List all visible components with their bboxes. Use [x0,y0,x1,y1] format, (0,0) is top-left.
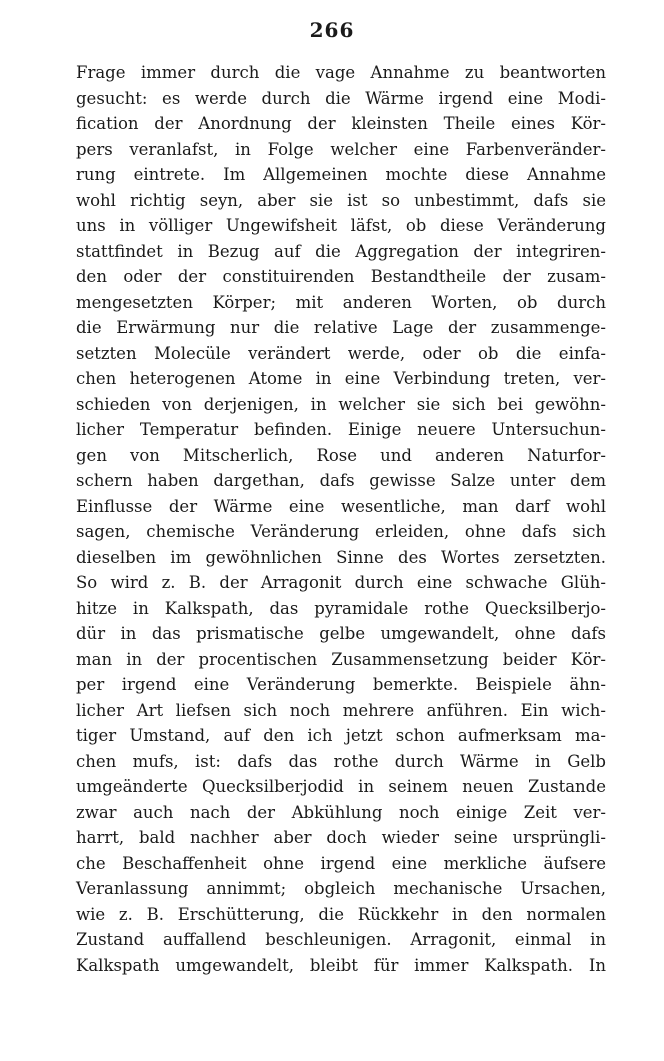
text-line: man in der procentischen Zusammensetzung beider Kör- [76,649,606,669]
text-line: So wird z. B. der Arragonit durch eine schwache Glüh- [76,573,606,592]
text-line: per irgend eine Veränderung bemerkte. Beispiele ähn- [76,675,606,694]
text-line: fication der Anordnung der kleinsten Theile eines Kör- [76,114,606,133]
body-text [76,60,606,978]
text-line: den oder der constituirenden Bestandtheile der zusam- [76,267,606,286]
text-line: licher Art liefsen sich noch mehrere anführen. Ein wich- [76,700,606,720]
text-line: dür in das prismatische gelbe umgewandelt, ohne dafs [76,624,606,643]
text-line: che Beschaffenheit ohne irgend eine merkliche äufsere [76,853,606,873]
page-number: 266 [309,18,355,42]
text-line: zwar auch nach der Abkühlung noch einige Zeit ver- [76,802,606,822]
text-line: Kalkspath umgewandelt, bleibt für immer Kalkspath. In [76,955,606,975]
text-line: schern haben dargethan, dafs gewisse Salze unter dem [76,471,606,490]
text-line: Frage immer durch die vage Annahme zu beantworten [76,63,606,82]
text-line: dieselben im gewöhnlichen Sinne des Wortes zersetzten. [76,547,606,567]
text-line: harrt, bald nachher aber doch wieder seine ursprüngli- [76,828,606,847]
text-line: mengesetzten Körper; mit anderen Worten, ob durch [76,292,606,312]
text-line: hitze in Kalkspath, das pyramidale rothe Quecksilberjo- [76,598,606,618]
text-line: chen heterogenen Atome in eine Verbindung treten, ver- [76,369,606,388]
text-line: Veranlassung annimmt; obgleich mechanische Ursachen, [76,879,606,898]
text-line: uns in völliger Ungewifsheit läfst, ob diese Veränderung [76,216,606,235]
text-line: gen von Mitscherlich, Rose und anderen Naturfor- [76,445,606,465]
text-line: tiger Umstand, auf den ich jetzt schon aufmerksam ma- [76,726,606,745]
text-line: umgeänderte Quecksilberjodid in seinem neuen Zustande [76,777,606,796]
text-line: pers veranlafst, in Folge welcher eine Farbenveränder- [76,139,606,159]
text-line: rung eintrete. Im Allgemeinen mochte diese Annahme [76,165,606,184]
text-line: wie z. B. Erschütterung, die Rückkehr in den normalen [76,904,606,924]
text-line: wohl richtig seyn, aber sie ist so unbestimmt, dafs sie [76,190,606,210]
text-line: die Erwärmung nur die relative Lage der zusammenge- [76,318,606,337]
text-line: chen mufs, ist: dafs das rothe durch Wärme in Gelb [76,751,606,771]
text-line: gesucht: es werde durch die Wärme irgend eine Modi- [76,88,606,108]
text-line: Zustand auffallend beschleunigen. Arragonit, einmal in [76,930,606,949]
text-line: Einflusse der Wärme eine wesentliche, man darf wohl [76,496,606,516]
text-line: schieden von derjenigen, in welcher sie sich bei gewöhn- [76,394,606,414]
text-line: stattfindet in Bezug auf die Aggregation der integriren- [76,241,606,261]
text-line: sagen, chemische Veränderung erleiden, ohne dafs sich [76,522,606,541]
text-line: setzten Molecüle verändert werde, oder ob die einfa- [76,343,606,363]
text-line: licher Temperatur befinden. Einige neuere Untersuchun- [76,420,606,439]
